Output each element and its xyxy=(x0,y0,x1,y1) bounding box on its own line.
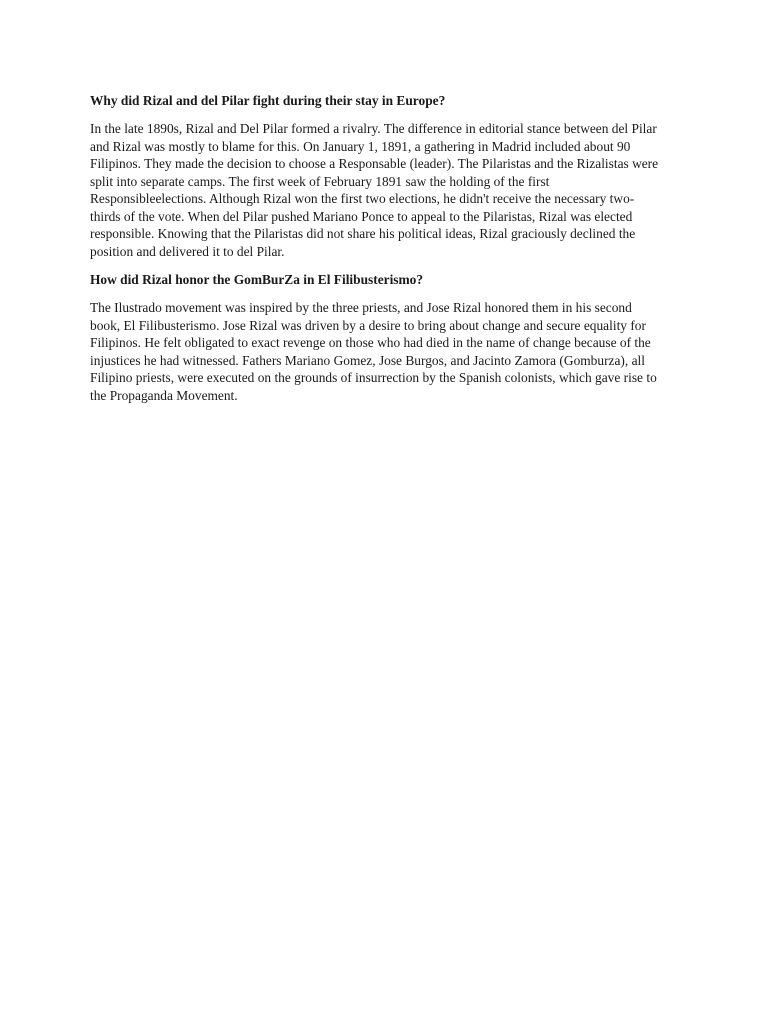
document-content xyxy=(90,91,682,414)
paragraph-line: responsible. Knowing that the Pilaristas did not share his political ideas, Rizal graciously declined the xyxy=(90,226,636,241)
section-paragraph-gomburza xyxy=(90,299,682,404)
paragraph-line: Filipinos. He felt obligated to exact revenge on those who had died in the name of change because of the xyxy=(90,335,651,350)
paragraph-line: thirds of the vote. When del Pilar pushed Mariano Ponce to appeal to the Pilaristas, Rizal was elected xyxy=(90,208,633,224)
paragraph-line: Filipinos. They made the decision to choose a Responsable (leader). The Pilaristas and the Rizalistas were xyxy=(90,156,659,171)
paragraph-line: Filipino priests, were executed on the grounds of insurrection by the Spanish colonists, which gave rise to xyxy=(90,370,657,385)
section-heading-rizal-del-pilar: Why did Rizal and del Pilar fight during their stay in Europe? xyxy=(90,93,446,108)
section-paragraph-rizal-del-pilar xyxy=(90,120,682,260)
paragraph-line: In the late 1890s, Rizal and Del Pilar formed a rivalry. The difference in editorial stance between del Pilar xyxy=(90,121,657,136)
paragraph-line: and Rizal was mostly to blame for this. On January 1, 1891, a gathering in Madrid included about 90 xyxy=(90,138,631,154)
paragraph-line: Responsibleelections. Although Rizal won the first two elections, he didn't receive the necessary two- xyxy=(90,191,635,206)
paragraph-line: The Ilustrado movement was inspired by the three priests, and Jose Rizal honored them in his second xyxy=(90,300,632,315)
paragraph-line: the Propaganda Movement. xyxy=(90,387,238,403)
paragraph-line: split into separate camps. The first week of February 1891 saw the holding of the first xyxy=(90,173,550,189)
paragraph-line: book, El Filibusterismo. Jose Rizal was driven by a desire to bring about change and secure equality for xyxy=(90,317,646,333)
paragraph-line: position and delivered it to del Pilar. xyxy=(90,243,285,259)
section-heading-gomburza: How did Rizal honor the GomBurZa in El Filibusterismo? xyxy=(90,272,424,287)
paragraph-line: injustices he had witnessed. Fathers Mariano Gomez, Jose Burgos, and Jacinto Zamora (Gomburza), all xyxy=(90,352,645,368)
